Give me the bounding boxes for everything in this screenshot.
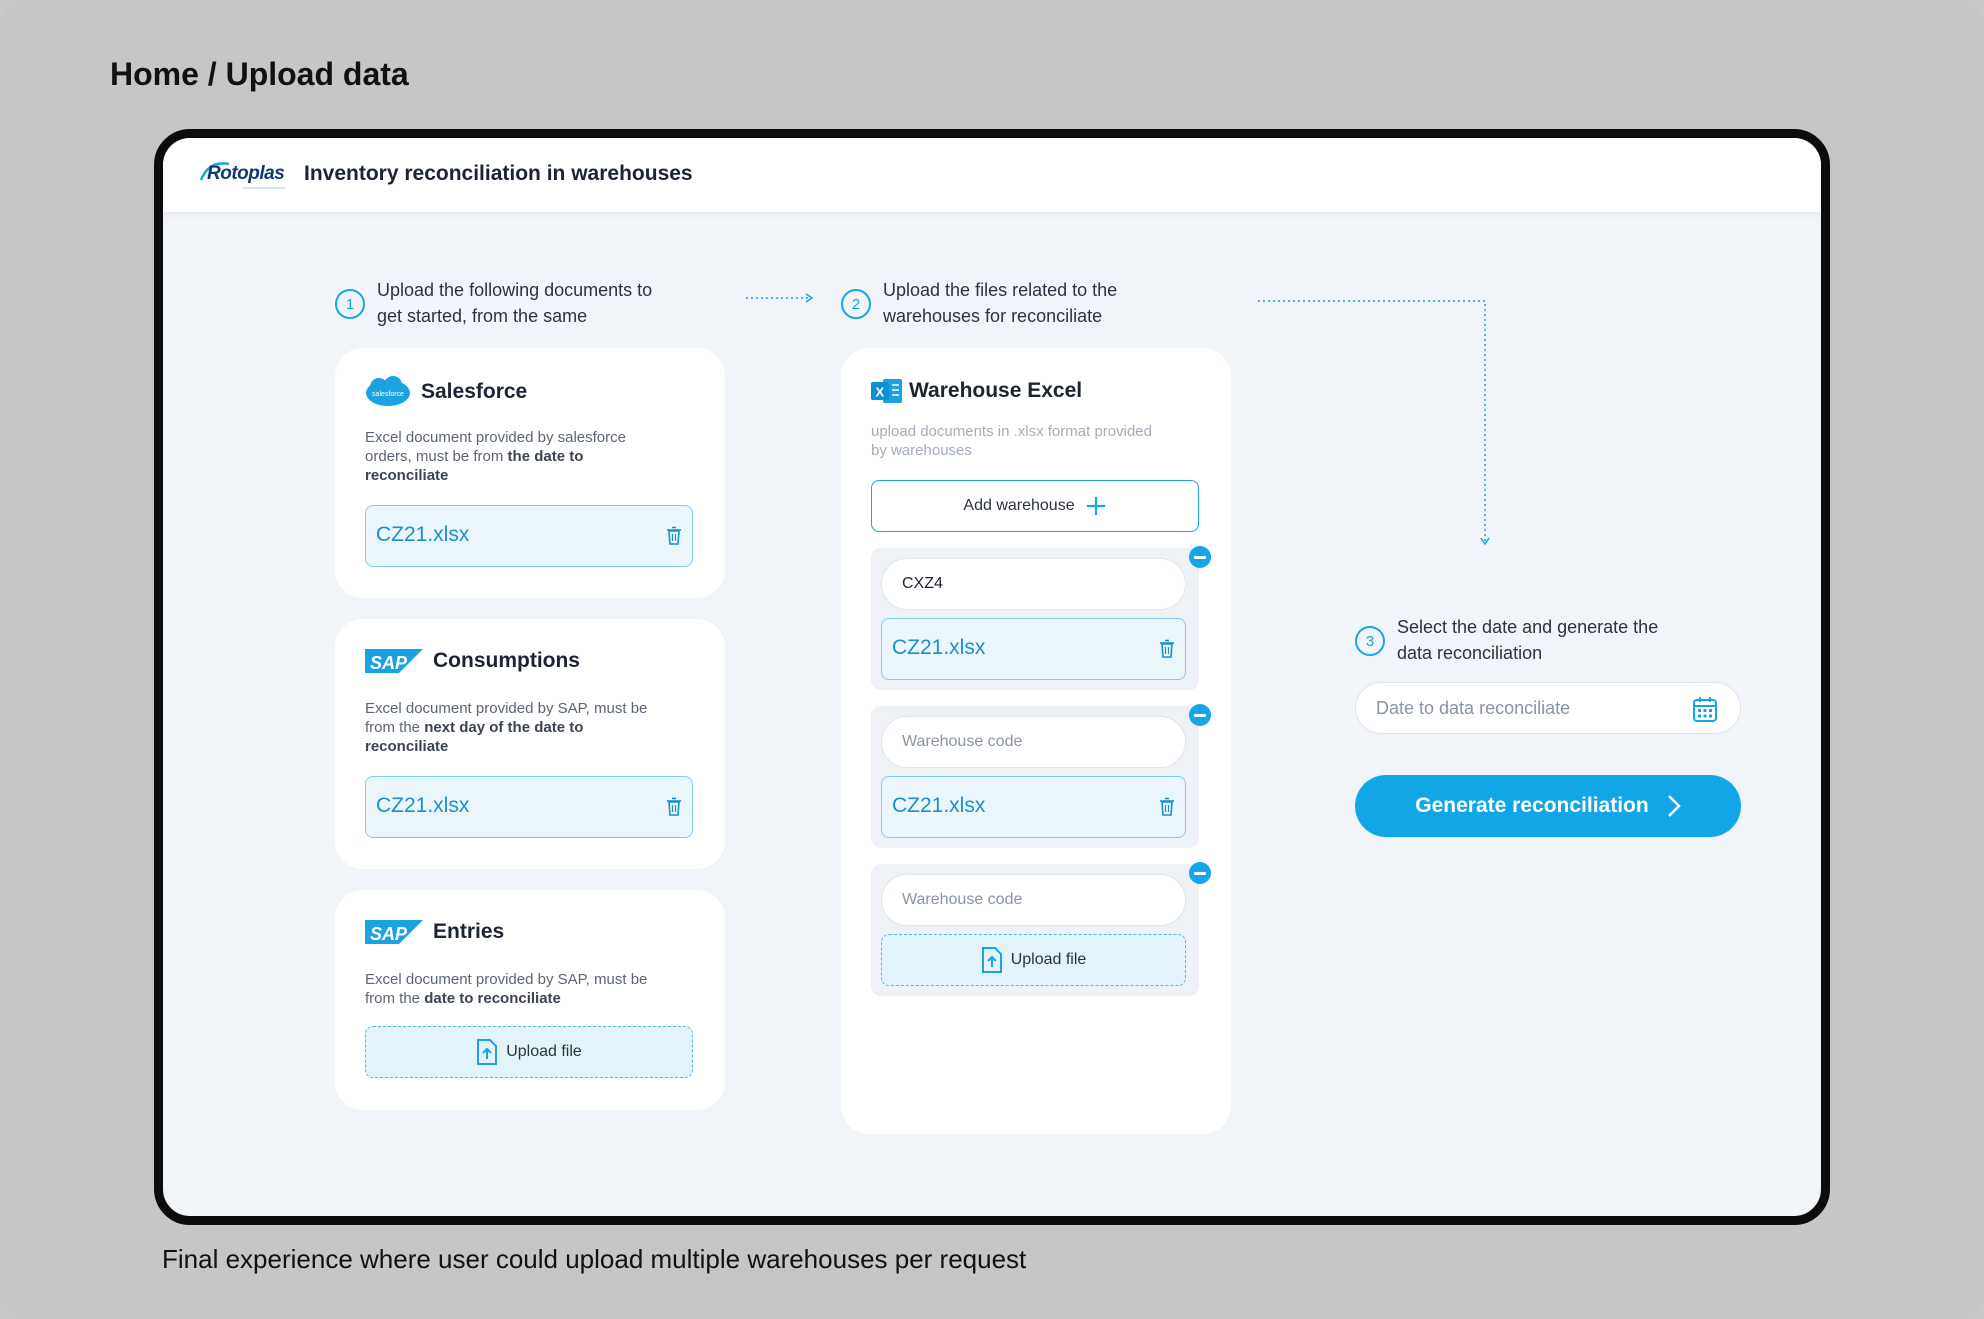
upload-file-icon — [476, 1039, 498, 1065]
upload-file-icon — [981, 947, 1003, 973]
svg-text:salesforce: salesforce — [372, 391, 404, 398]
warehouse-code-input[interactable]: Warehouse code — [881, 716, 1186, 768]
file-name: CZ21.xlsx — [376, 794, 470, 817]
warehouse-group — [871, 706, 1199, 848]
step-text-line: Select the date and generate the — [1397, 617, 1659, 637]
card-description: Excel document provided by salesforce orders, must be from the date to reconciliate — [365, 429, 626, 484]
warehouse-card — [841, 348, 1231, 1134]
step-text-line: warehouses for reconciliate — [883, 306, 1103, 326]
warehouse-file — [881, 776, 1186, 838]
entries-card — [335, 890, 725, 1110]
warehouse-code-input[interactable]: Warehouse code — [881, 874, 1186, 926]
date-input[interactable] — [1355, 682, 1741, 734]
card-title: Warehouse Excel — [909, 379, 1083, 402]
svg-text:SAP: SAP — [370, 653, 408, 673]
step-text-line: data reconciliation — [1397, 643, 1543, 663]
entries-upload-button[interactable]: Upload file — [365, 1026, 693, 1078]
remove-warehouse-icon[interactable] — [1189, 704, 1211, 726]
file-name: CZ21.xlsx — [892, 636, 986, 659]
card-description: Excel document provided by SAP, must be from the date to reconciliate — [365, 971, 648, 1007]
warehouse-group — [871, 864, 1199, 996]
card-title: Consumptions — [433, 649, 580, 672]
date-placeholder: Date to data reconciliate — [1376, 698, 1571, 718]
salesforce-logo-icon — [365, 376, 411, 408]
rotoplas-logo: Rotoplas — [199, 158, 289, 194]
plus-icon — [1085, 495, 1107, 517]
chevron-right-icon — [1667, 794, 1681, 818]
remove-warehouse-icon[interactable] — [1189, 862, 1211, 884]
top-bar — [163, 138, 1821, 212]
step-number: 1 — [335, 289, 365, 319]
file-name: CZ21.xlsx — [376, 523, 470, 546]
sap-logo-icon — [365, 918, 423, 946]
trash-icon[interactable] — [1159, 639, 1175, 664]
svg-text:SAP: SAP — [370, 924, 408, 944]
caption: Final experience where user could upload multiple warehouses per request — [162, 1244, 1027, 1274]
generate-reconciliation-button[interactable]: Generate reconciliation — [1355, 775, 1741, 837]
card-description: upload documents in .xlsx format provided by warehouses — [871, 423, 1152, 459]
step-number: 3 — [1355, 626, 1385, 656]
consumptions-file — [365, 776, 693, 838]
card-title: Salesforce — [421, 380, 528, 403]
salesforce-card — [335, 348, 725, 598]
card-description: Excel document provided by SAP, must be from the next day of the date to reconciliate — [365, 700, 648, 755]
file-name: CZ21.xlsx — [892, 794, 986, 817]
trash-icon[interactable] — [666, 526, 682, 551]
warehouse-upload-button[interactable]: Upload file — [881, 934, 1186, 986]
step-text-line: get started, from the same — [377, 306, 588, 326]
consumptions-card — [335, 619, 725, 869]
sap-logo-icon — [365, 647, 423, 675]
warehouse-group — [871, 548, 1199, 690]
step-2 — [841, 277, 1117, 329]
warehouse-file — [881, 618, 1186, 680]
salesforce-file — [365, 505, 693, 567]
step-text-line: Upload the following documents to — [377, 280, 653, 300]
flow-arrow-icon — [746, 292, 816, 304]
calendar-icon[interactable] — [1692, 695, 1718, 728]
excel-logo-icon — [871, 376, 903, 406]
card-title: Entries — [433, 920, 505, 943]
breadcrumb: Home / Upload data — [110, 56, 409, 92]
trash-icon[interactable] — [1159, 797, 1175, 822]
warehouse-code-input[interactable]: CXZ4 — [881, 558, 1186, 610]
remove-warehouse-icon[interactable] — [1189, 546, 1211, 568]
step-number: 2 — [841, 289, 871, 319]
step-text-line: Upload the files related to the — [883, 280, 1118, 300]
app-title: Inventory reconciliation in warehouses — [304, 162, 693, 185]
app-window — [154, 129, 1830, 1225]
step-1 — [335, 277, 652, 329]
step-3 — [1355, 614, 1658, 666]
svg-text:X: X — [875, 384, 885, 400]
flow-connector-icon — [1258, 298, 1498, 558]
add-warehouse-button[interactable]: Add warehouse — [871, 480, 1199, 532]
trash-icon[interactable] — [666, 797, 682, 822]
